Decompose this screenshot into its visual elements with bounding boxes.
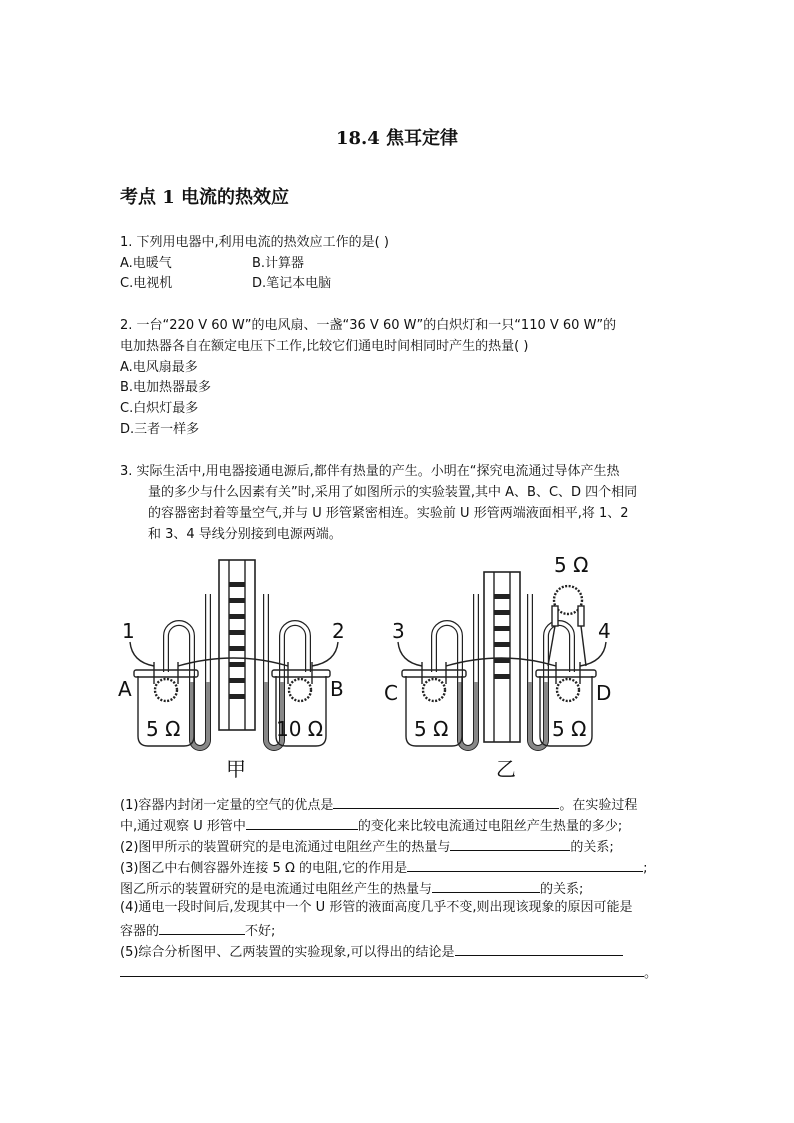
q3-stem-line1: 3. 实际生活中,用电器接通电源后,都伴有热量的产生。小明在“探究电流通过导体产生热 [120,464,620,479]
experiment-figure [116,554,616,784]
label-b: B [330,677,344,701]
q2-option-c: C.白炽灯最多 [120,401,199,416]
q3-part4-line1: (4)通电一段时间后,发现其中一个 U 形管的液面高度几乎不变,则出现该现象的原因可能是 [120,900,633,915]
label-3: 3 [392,619,405,643]
answer-blank-5[interactable] [432,879,540,893]
q3-part4-line2: 容器的 不好; [120,921,275,940]
section-heading: 考点 1 电流的热效应 [120,187,290,208]
q2-option-b: B.电加热器最多 [120,380,212,395]
q3-part5-line1: (5)综合分析图甲、乙两装置的实验现象,可以得出的结论是 [120,942,623,961]
q2-option-d: D.三者一样多 [120,422,200,437]
caption-right: 乙 [496,757,516,781]
answer-blank-8[interactable] [120,963,644,977]
caption-left: 甲 [226,757,246,781]
q3-part3-line1: (3)图乙中右侧容器外连接 5 Ω 的电阻,它的作用是 ; [120,858,648,877]
answer-blank-7[interactable] [455,942,623,956]
q3-stem-line2: 量的多少与什么因素有关”时,采用了如图所示的实验装置,其中 A、B、C、D 四个相同 [148,485,638,500]
answer-blank-3[interactable] [450,837,570,851]
q2-option-a: A.电风扇最多 [120,360,198,375]
q3-stem-line3: 的容器密封着等量空气,并与 U 形管紧密相连。实验前 U 形管两端液面相平,将 1、2 [148,506,629,521]
label-4: 4 [598,619,611,643]
q1-stem: 1. 下列用电器中,利用电流的热效应工作的是( ) [120,235,389,250]
resistor-c-label: 5 Ω [414,717,449,741]
label-a: A [118,677,132,701]
resistor-d-label: 5 Ω [552,717,587,741]
label-1: 1 [122,619,135,643]
q1-option-d: D.笔记本电脑 [252,276,332,291]
external-resistor-label: 5 Ω [554,554,589,577]
q3-part1-line2: 中,通过观察 U 形管中 的变化来比较电流通过电阻丝产生热量的多少; [120,816,622,835]
label-c: C [384,681,398,705]
q1-option-a: A.电暖气 [120,256,172,271]
answer-blank-1[interactable] [333,795,559,809]
label-2: 2 [332,619,345,643]
q3-part1-line1: (1)容器内封闭一定量的空气的优点是 。在实验过程 [120,795,637,814]
resistor-a-label: 5 Ω [146,717,181,741]
resistor-b-label: 10 Ω [276,717,324,741]
answer-blank-2[interactable] [246,816,358,830]
q2-stem-line2: 电加热器各自在额定电压下工作,比较它们通电时间相同时产生的热量( ) [120,339,529,354]
q2-stem-line1: 2. 一台“220 V 60 W”的电风扇、一盏“36 V 60 W”的白炽灯和一只“110 V 60 W”的 [120,318,617,333]
q3-part5-line2: 。 [120,963,657,982]
label-d: D [596,681,612,705]
answer-blank-4[interactable] [407,858,643,872]
page-title: 18.4 焦耳定律 [335,128,459,149]
q3-part2: (2)图甲所示的装置研究的是电流通过电阻丝产生的热量与 的关系; [120,837,614,856]
q1-option-c: C.电视机 [120,276,173,291]
answer-blank-6[interactable] [159,921,245,935]
q3-part3-line2: 图乙所示的装置研究的是电流通过电阻丝产生的热量与 的关系; [120,879,583,898]
q1-option-b: B.计算器 [252,256,305,271]
q3-stem-line4: 和 3、4 导线分别接到电源两端。 [148,527,342,542]
